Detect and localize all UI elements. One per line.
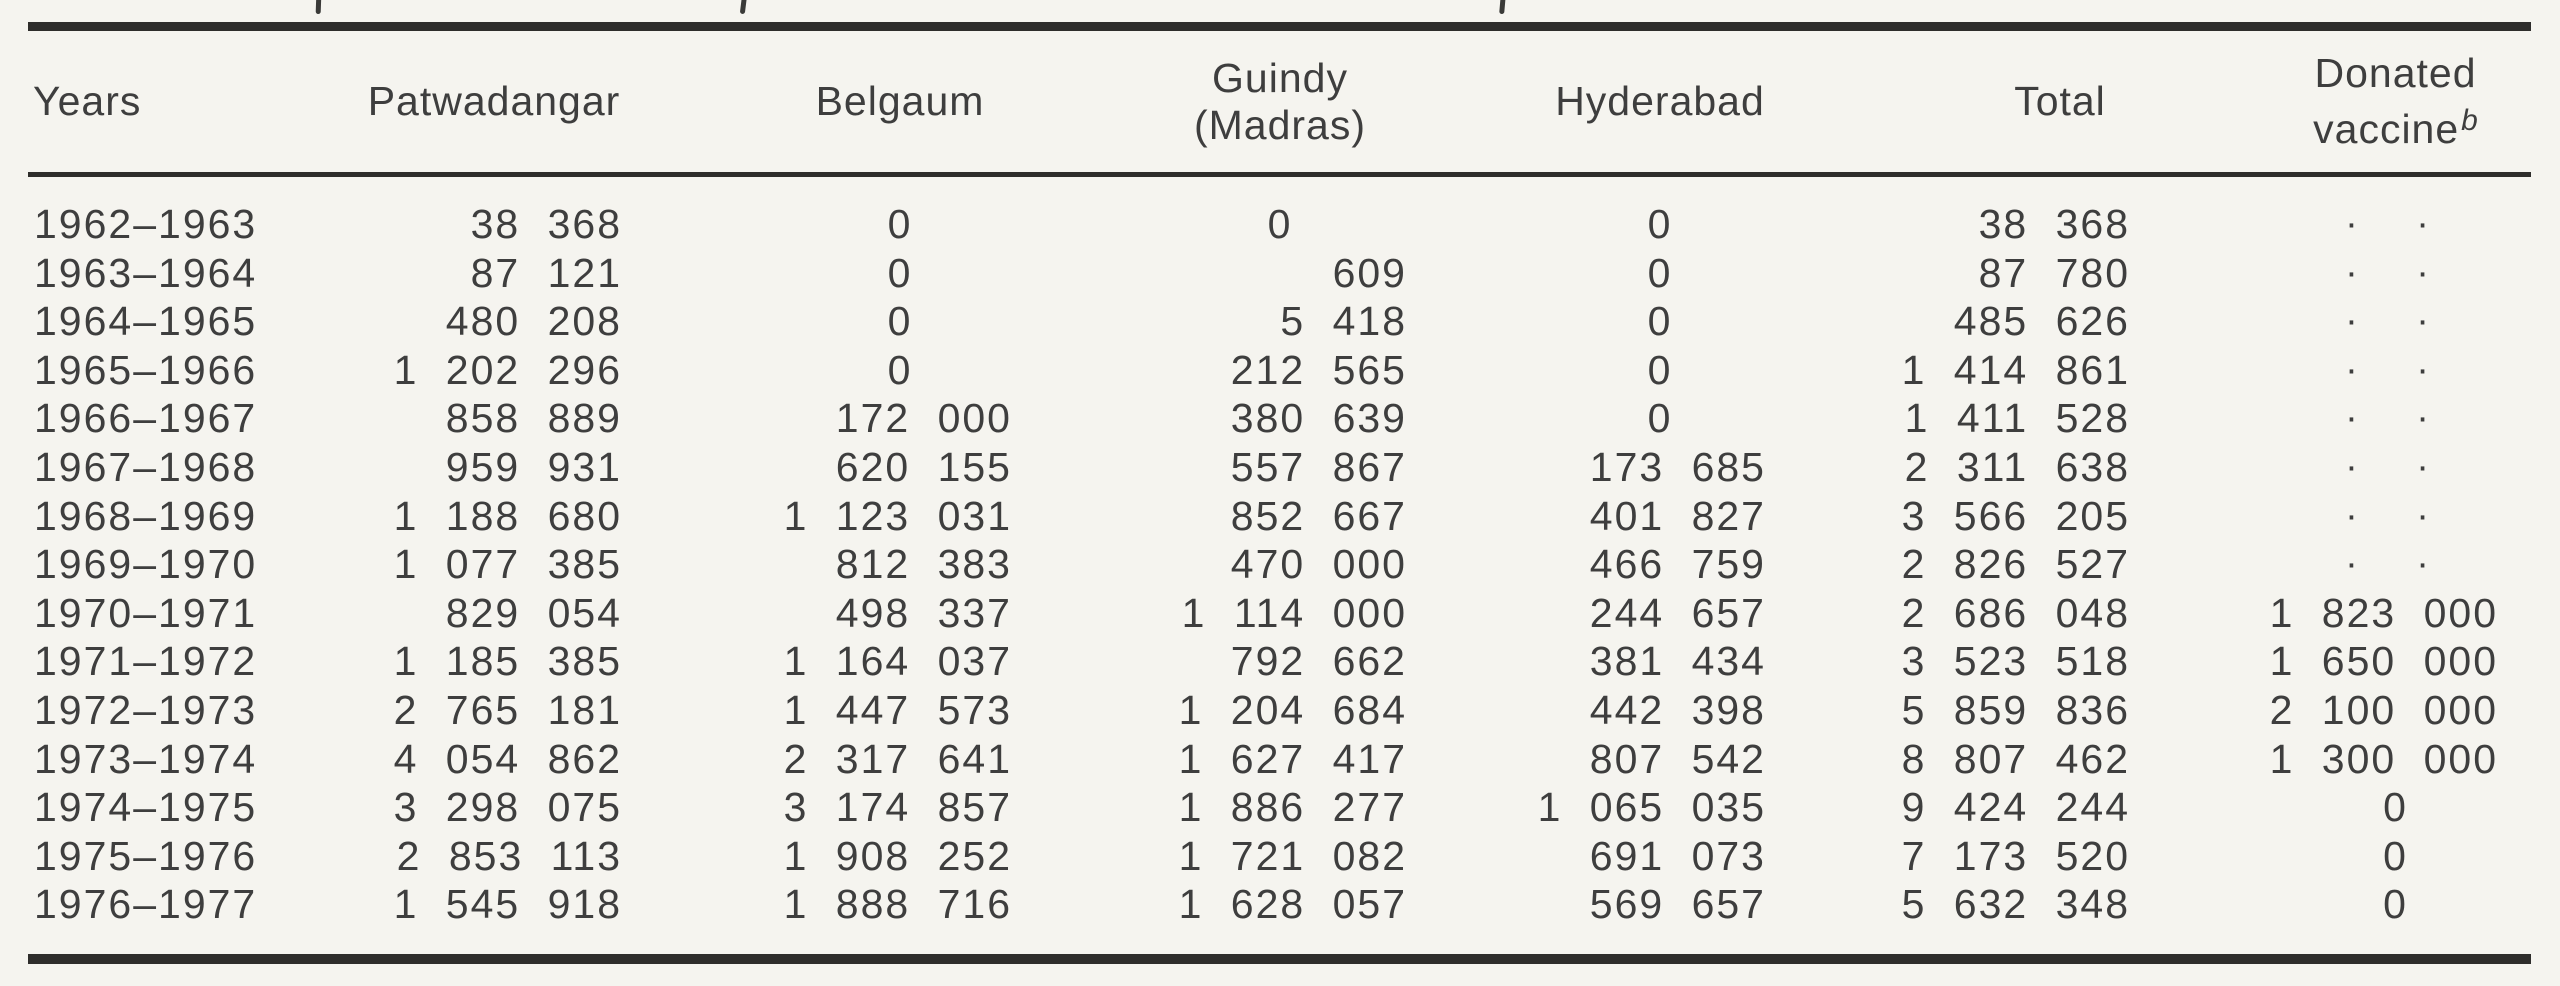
- value-cell-belgaum: 1 447 573: [783, 686, 1012, 733]
- value-cell-total: 8 807 462: [1901, 735, 2130, 782]
- value-cell-donated-vaccine: 0: [2383, 881, 2408, 928]
- caption-descender-fragment: [316, 0, 322, 14]
- value-cell-belgaum: 0: [887, 249, 913, 296]
- value-cell-patwadangar: 1 202 296: [393, 346, 622, 393]
- value-cell-donated-vaccine: · ·: [2345, 494, 2446, 537]
- value-cell-donated-vaccine: · ·: [2345, 348, 2446, 391]
- column-header-guindy-madras: Guindy (Madras): [1193, 54, 1367, 148]
- value-cell-patwadangar: 480 208: [445, 298, 622, 345]
- table-row: [28, 589, 2531, 638]
- value-cell-guindy-madras: 852 667: [1230, 492, 1407, 539]
- year-cell: 1966–1967: [34, 395, 258, 442]
- year-cell: 1965–1966: [34, 346, 258, 393]
- table-row: [28, 540, 2531, 589]
- value-cell-patwadangar: 2 765 181: [393, 686, 622, 733]
- value-cell-total: 3 523 518: [1901, 638, 2130, 685]
- column-header-belgaum: Belgaum: [815, 78, 985, 124]
- value-cell-guindy-madras: 1 886 277: [1178, 784, 1407, 831]
- value-cell-patwadangar: 858 889: [445, 395, 622, 442]
- value-cell-donated-vaccine: · ·: [2345, 251, 2446, 294]
- table-row: [28, 200, 2531, 249]
- table-bottom-rule: [28, 954, 2531, 964]
- value-cell-total: 5 632 348: [1901, 881, 2130, 928]
- year-cell: 1971–1972: [34, 638, 258, 685]
- year-cell: 1975–1976: [34, 832, 258, 879]
- value-cell-total: 5 859 836: [1901, 686, 2130, 733]
- value-cell-total: 9 424 244: [1901, 784, 2130, 831]
- value-cell-guindy-madras: 1 114 000: [1181, 589, 1407, 636]
- value-cell-patwadangar: 959 931: [445, 443, 622, 490]
- caption-descender-fragment: [1499, 0, 1506, 14]
- value-cell-total: 2 311 638: [1904, 443, 2130, 490]
- value-cell-hyderabad: 244 657: [1589, 589, 1766, 636]
- value-cell-total: 1 411 528: [1904, 395, 2130, 442]
- value-cell-patwadangar: 87 121: [470, 249, 622, 296]
- table-row: [28, 735, 2531, 784]
- table-row: [28, 249, 2531, 298]
- value-cell-belgaum: 0: [887, 201, 913, 247]
- value-cell-hyderabad: 0: [1647, 249, 1673, 296]
- column-header-donated-vaccine: Donated vaccine$^b$: [2313, 50, 2478, 152]
- value-cell-guindy-madras: 470 000: [1230, 541, 1407, 588]
- value-cell-belgaum: 1 908 252: [783, 832, 1012, 879]
- table-row: [28, 346, 2531, 395]
- table-row: [28, 686, 2531, 735]
- value-cell-hyderabad: 0: [1647, 346, 1673, 393]
- value-cell-donated-vaccine: · ·: [2345, 203, 2446, 245]
- value-cell-donated-vaccine: · ·: [2345, 300, 2446, 343]
- column-header-total: Total: [2014, 78, 2106, 124]
- year-cell: 1968–1969: [34, 492, 258, 539]
- value-cell-hyderabad: 401 827: [1589, 492, 1766, 539]
- value-cell-donated-vaccine: · ·: [2345, 543, 2446, 586]
- value-cell-guindy-madras: 1 204 684: [1178, 686, 1407, 733]
- value-cell-total: 1 414 861: [1901, 346, 2130, 393]
- value-cell-belgaum: 620 155: [835, 443, 1012, 490]
- value-cell-belgaum: 1 123 031: [783, 492, 1012, 539]
- value-cell-total: 3 566 205: [1901, 492, 2130, 539]
- year-cell: 1964–1965: [34, 298, 258, 345]
- table-row: [28, 880, 2531, 929]
- value-cell-guindy-madras: 380 639: [1230, 395, 1407, 442]
- year-cell: 1962–1963: [34, 201, 258, 247]
- value-cell-patwadangar: 1 545 918: [393, 881, 622, 928]
- value-cell-patwadangar: 1 188 680: [393, 492, 622, 539]
- table-row: [28, 783, 2531, 832]
- value-cell-patwadangar: 3 298 075: [393, 784, 622, 831]
- value-cell-guindy-madras: 212 565: [1230, 346, 1407, 393]
- year-cell: 1969–1970: [34, 541, 258, 588]
- value-cell-donated-vaccine: · ·: [2345, 397, 2446, 440]
- table-row: [28, 832, 2531, 881]
- value-cell-total: 7 173 520: [1901, 832, 2130, 879]
- value-cell-donated-vaccine: 2 100 000: [2269, 686, 2498, 733]
- year-cell: 1963–1964: [34, 249, 258, 296]
- value-cell-belgaum: 0: [887, 298, 913, 345]
- table-row: [28, 637, 2531, 686]
- value-cell-belgaum: 0: [887, 346, 913, 393]
- value-cell-guindy-madras: 5 418: [1280, 298, 1407, 345]
- value-cell-hyderabad: 1 065 035: [1537, 784, 1766, 831]
- value-cell-hyderabad: 173 685: [1589, 443, 1766, 490]
- value-cell-guindy-madras: 0: [1267, 201, 1293, 247]
- value-cell-total: 87 780: [1978, 249, 2130, 296]
- value-cell-total: 2 826 527: [1901, 541, 2130, 588]
- value-cell-guindy-madras: 792 662: [1230, 638, 1407, 685]
- value-cell-hyderabad: 442 398: [1589, 686, 1766, 733]
- column-header-patwadangar: Patwadangar: [367, 78, 621, 124]
- table-row: [28, 394, 2531, 443]
- value-cell-patwadangar: 38 368: [470, 201, 622, 247]
- value-cell-total: 485 626: [1953, 298, 2130, 345]
- value-cell-belgaum: 498 337: [835, 589, 1012, 636]
- value-cell-total: 2 686 048: [1901, 589, 2130, 636]
- value-cell-guindy-madras: 557 867: [1230, 443, 1407, 490]
- year-cell: 1967–1968: [34, 443, 258, 490]
- column-header-years: Years: [33, 78, 142, 124]
- value-cell-belgaum: 2 317 641: [783, 735, 1012, 782]
- value-cell-donated-vaccine: 1 300 000: [2269, 735, 2498, 782]
- value-cell-patwadangar: 2 853 113: [396, 832, 622, 879]
- column-header-hyderabad: Hyderabad: [1555, 78, 1765, 124]
- value-cell-belgaum: 1 164 037: [783, 638, 1012, 685]
- year-cell: 1973–1974: [34, 735, 258, 782]
- value-cell-belgaum: 1 888 716: [783, 881, 1012, 928]
- table-body: [28, 177, 2531, 929]
- value-cell-donated-vaccine: 0: [2383, 832, 2408, 879]
- table-header-row: [28, 31, 2531, 172]
- value-cell-belgaum: 3 174 857: [783, 784, 1012, 831]
- table-top-rule: [28, 22, 2531, 31]
- value-cell-hyderabad: 466 759: [1589, 541, 1766, 588]
- year-cell: 1970–1971: [34, 589, 258, 636]
- table-row: [28, 492, 2531, 541]
- value-cell-patwadangar: 829 054: [445, 589, 622, 636]
- value-cell-hyderabad: 0: [1647, 201, 1673, 247]
- value-cell-belgaum: 812 383: [835, 541, 1012, 588]
- value-cell-patwadangar: 4 054 862: [393, 735, 622, 782]
- value-cell-guindy-madras: 609: [1332, 249, 1407, 296]
- value-cell-donated-vaccine: 1 823 000: [2269, 589, 2498, 636]
- value-cell-hyderabad: 0: [1647, 298, 1673, 345]
- footnote-marker: b: [2461, 104, 2478, 137]
- year-cell: 1974–1975: [34, 784, 258, 831]
- table-row: [28, 443, 2531, 492]
- value-cell-patwadangar: 1 077 385: [393, 541, 622, 588]
- value-cell-hyderabad: 569 657: [1589, 881, 1766, 928]
- value-cell-hyderabad: 381 434: [1589, 638, 1766, 685]
- value-cell-donated-vaccine: 1 650 000: [2269, 638, 2498, 685]
- caption-descender-fragment: [740, 0, 747, 14]
- value-cell-hyderabad: 0: [1647, 395, 1673, 442]
- value-cell-hyderabad: 691 073: [1589, 832, 1766, 879]
- value-cell-guindy-madras: 1 628 057: [1178, 881, 1407, 928]
- value-cell-patwadangar: 1 185 385: [393, 638, 622, 685]
- value-cell-donated-vaccine: · ·: [2345, 445, 2446, 488]
- value-cell-total: 38 368: [1978, 201, 2130, 247]
- value-cell-hyderabad: 807 542: [1589, 735, 1766, 782]
- year-cell: 1972–1973: [34, 686, 258, 733]
- year-cell: 1976–1977: [34, 881, 258, 928]
- value-cell-belgaum: 172 000: [835, 395, 1012, 442]
- table-row: [28, 297, 2531, 346]
- value-cell-donated-vaccine: 0: [2383, 784, 2408, 831]
- value-cell-guindy-madras: 1 721 082: [1178, 832, 1407, 879]
- value-cell-guindy-madras: 1 627 417: [1178, 735, 1407, 782]
